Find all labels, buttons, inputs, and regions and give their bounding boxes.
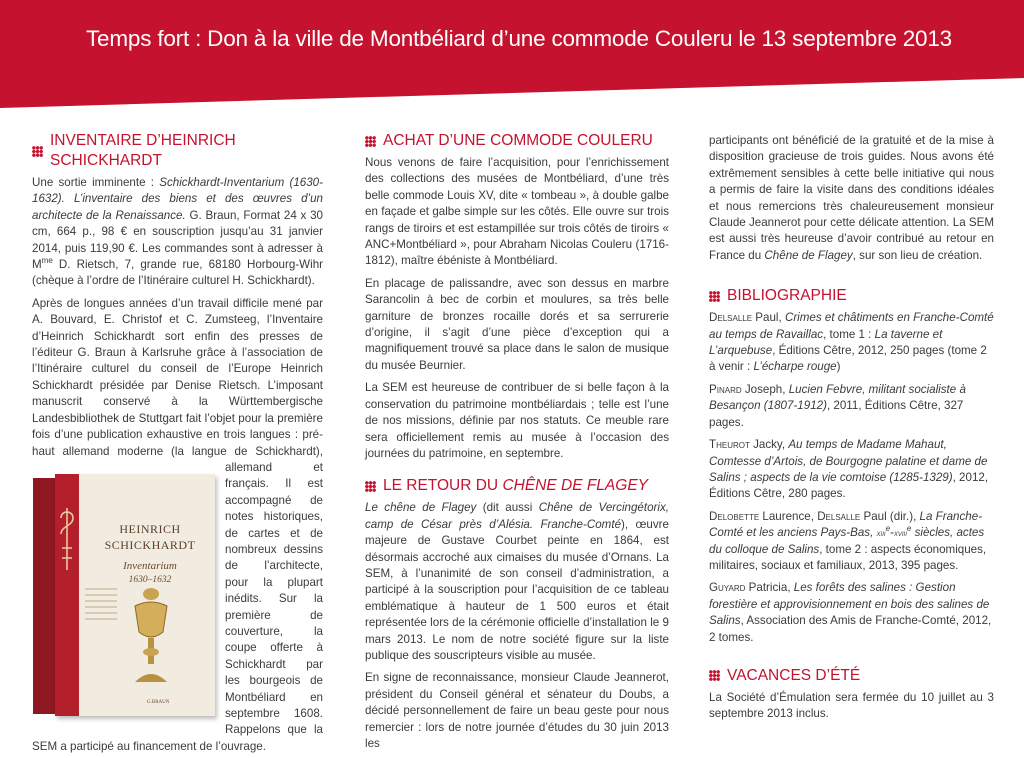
section-heading-inventaire — [32, 131, 323, 171]
banner-title: Temps fort : Don à la ville de Montbéliard d’une commode Couleru le 13 septembre 2013 — [86, 26, 952, 51]
paragraph: Nous venons de faire l’acquisition, pour l’enrichissement des collections des musées de Montbéliard, d’une très belle commode Louis XV, dite « tombeau », à double galbe en façade et galbe simple sur les côtés. Elle ouvre sur trois rangs de tiroirs et est estampillée sur trois côtés de tiroirs « ANC+Montbéliard », pour Abraham Nicolas Couleru (1716-1812), maître ébéniste à Montbéliard. — [365, 156, 669, 268]
book-title: Crimes et châtiments en Franche-Comté au temps de Ravaillac — [709, 311, 994, 341]
text: ), œuvre majeure de Gustave Courbet peinte en 1864, est désormais accroché aux cimaises du musée d’Ornans. La SEM, à l’unanimité de son conseil d’administration, a participé à la souscription pour l’acquisition de ce tableau emblématique à hauteur de 1 500 euros et était représentée lors de la cérémonie officielle d’installation le 9 mars 2013. Le nom de notre société figure sur la liste publique des souscripteurs visible au musée. — [365, 517, 669, 662]
section-heading-vacances — [709, 666, 994, 686]
heading-text: INVENTAIRE D’HEINRICH SCHICKHARDT — [50, 132, 236, 169]
text: Jacky, — [749, 438, 789, 452]
text: Laurence, — [759, 509, 818, 523]
paragraph: En signe de reconnaissance, monsieur Claude Jeannerot, président du Conseil général et sénateur du Doubs, a décidé personnellement de faire un beau geste pour nous remercier : lors de notre journée d’études du 30 juin 2013 les — [365, 671, 669, 750]
publisher-mark: G.BRAUN — [147, 700, 170, 705]
text: D. Rietsch, 7, grande rue, 68180 Horbourg-Wihr (chèque à l’ordre de l’Itinéraire culturel H. Schickhardt). — [32, 258, 323, 288]
section-heading-achat — [365, 131, 669, 151]
book-title: La taverne et L’arquebuse — [709, 327, 943, 358]
heading-text: BIBLIOGRAPHIE — [727, 287, 847, 305]
artwork-title: Le chêne de Flagey — [365, 501, 477, 515]
book-title: Schickhardt-Inventarium (1630-1632). L’inventaire des biens et des œuvres d’un architecte de la Renaissance. — [32, 176, 323, 222]
text: , tome 1 : — [823, 327, 875, 341]
biblio-entry — [709, 580, 994, 646]
biblio-entry — [709, 509, 994, 575]
century: xiii — [876, 528, 886, 539]
header-banner — [0, 0, 1024, 110]
grid-dots-icon — [365, 481, 376, 492]
century: xviii — [893, 528, 907, 539]
goblet-icon — [121, 586, 181, 696]
monogram-icon — [57, 504, 77, 574]
paragraph: En placage de palissandre, avec son dessus en marbre Sarancolin à bec de corbin et moulures, sa très belle garniture de bronzes rocaille dorés et sa serrurerie d’origine, il s’agit d’une pièce d’exception qui a magnifiquement trouvé sa place dans le salon de musique du musée Beurnier. — [365, 276, 669, 372]
text: , 2011, Éditions Cêtre, 327 pages. — [709, 399, 964, 429]
book-cover — [55, 474, 215, 716]
heading-text: ACHAT D’UNE COMMODE COULERU — [383, 132, 653, 149]
heading-text: LE RETOUR DU — [383, 477, 503, 495]
paragraph — [365, 500, 669, 664]
author: Delsalle — [817, 509, 861, 523]
book-title: Au temps de Madame Mahaut, Comtesse d’Artois, de Bourgogne palatine et dame de Salins ; aspects de la vie comtoise (1285-1329) — [709, 438, 988, 484]
grid-dots-icon — [709, 291, 720, 302]
paragraph — [32, 175, 323, 290]
text: G. Braun, Format 24 x 30 cm, 664 p., 98 € en souscription jusqu’au 31 janvier 2014, puis 119,90 €. Les commandes sont à adresser à M — [32, 208, 323, 272]
cover-line-3: Inventarium — [123, 560, 177, 572]
text: , 2012, Éditions Cêtre, 280 pages. — [709, 470, 989, 501]
grid-dots-icon — [709, 670, 720, 681]
text: Après de longues années d’un travail difficile mené par A. Bouvard, E. Christof et C. Zumsteeg, l’Inventaire d’Heinrich Schickhardt sort enfin des presses de l’éditeur G. Braun à Karlsruhe grâce à l’association de l’Itinéraire culturel du conseil de l’Europe Heinrich Schickhardt présidée par Denise Rietsch. L’imposant manuscrit conservé à la Württembergische Landesbibliothek de Stuttgart fait l’objet pour la première fois d’une publication exhaustive en trois langues : pré-haut allemand moderne (la langue de Schickhardt), allemand et français. Il est accompagné de notes historiques, de cartes et de nombreux dessins de l’architecte, pour la plupart inédits. Sur la première de couverture, la coupe offerte à Schickhardt par les bourgeois de Montbéliard en septembre 1608. Rappelons que la SEM a participé au financement de l’ouvrage. — [32, 296, 323, 753]
author: Pinard — [709, 382, 742, 396]
book-title: Lucien Febvre, militant socialiste à Besançon (1807-1912) — [709, 382, 966, 413]
grid-dots-icon — [32, 146, 43, 157]
book-title: La Franche-Comté et les anciens Pays-Bas, — [709, 509, 983, 540]
book-cover-image — [33, 474, 221, 722]
text: Une sortie imminente : — [32, 176, 160, 189]
banner-shape — [0, 0, 1024, 110]
author: Delsalle — [709, 311, 753, 325]
column-suite — [709, 133, 994, 729]
author: Delobette — [709, 509, 760, 523]
text: , Association des Amis de Franche-Comté, 2012, 2 tomes. — [709, 614, 992, 644]
text: ) — [836, 360, 841, 374]
biblio-entry — [709, 437, 994, 503]
biblio-entry — [709, 382, 994, 431]
grid-dots-icon — [365, 136, 376, 147]
artwork-alt-title: Chêne de Vercingétorix, camp de César près d’Alésia. Franche-Comté — [365, 501, 669, 531]
section-heading-retour — [365, 476, 669, 496]
cover-line-1: HEINRICH — [119, 522, 181, 536]
superscript: e — [885, 524, 891, 534]
text: , sur son lieu de création. — [852, 248, 983, 262]
cover-line-2: SCHICKHARDT — [104, 538, 196, 552]
text: - — [890, 526, 894, 540]
section-heading-bibliographie — [709, 286, 994, 306]
paragraph: La Société d’Émulation sera fermée du 10 juillet au 3 septembre 2013 inclus. — [709, 690, 994, 721]
author: Theurot — [709, 438, 750, 452]
text: , Éditions Cêtre, 2012, 250 pages (tome 2 à venir : — [709, 344, 987, 374]
column-achat — [365, 131, 669, 758]
paragraph: La SEM est heureuse de contribuer de si belle façon à la conservation du patrimoine montbéliardais ; telle est l’une de nos missions, définie par nos statuts. Ce meuble rare sera officiellement remis au musée à l’occasion des journées du patrimoine, en septembre. — [365, 381, 669, 460]
book-title: L’écharpe rouge — [753, 360, 837, 374]
text: Joseph, — [741, 382, 789, 396]
superscript: me — [41, 256, 53, 266]
text: Paul (dir.), — [860, 509, 920, 523]
text: Patricia, — [745, 581, 794, 595]
cover-small-text — [85, 584, 117, 624]
paragraph — [709, 133, 994, 264]
artwork-title: Chêne de Flagey — [764, 248, 853, 262]
text: (dit aussi — [476, 501, 539, 515]
heading-text: VACANCES D’ÉTÉ — [727, 666, 861, 684]
heading-italic: CHÊNE DE FLAGEY — [502, 477, 648, 495]
text: participants ont bénéficié de la gratuité et de la mise à disposition gracieuse de trois guides. Nous avons été extrêmement sensibles à cette belle initiative qui nous a permis de faire la visite dans des conditions idéales et nous remercions très chaleureusement monsieur Claude Jeannerot pour cette délicate attention. La SEM est aussi très heureuse d’avoir contribué au retour en France du — [709, 134, 994, 262]
book-title: siècles, actes du colloque de Salins — [709, 526, 985, 556]
superscript: e — [906, 524, 912, 534]
cover-line-4: 1630–1632 — [128, 575, 172, 585]
book-title: Les forêts des salines : Gestion forestière et approvisionnement en bois des salines de Salins — [709, 581, 990, 628]
text: Paul, — [752, 311, 785, 325]
biblio-entry — [709, 310, 994, 376]
text: , tome 2 : aspects économiques, militaires, sociaux et familiaux, 2013, 395 pages. — [709, 542, 987, 572]
author: Guyard — [709, 581, 746, 595]
